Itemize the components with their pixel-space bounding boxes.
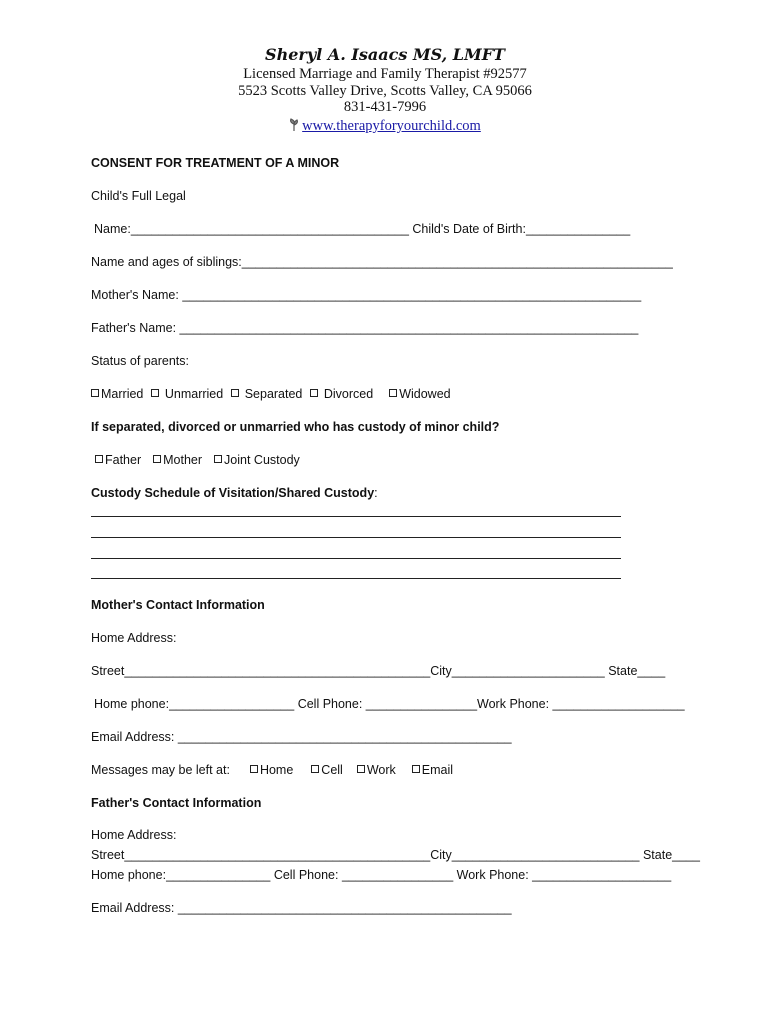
- father-state-field[interactable]: ____: [672, 848, 700, 862]
- siblings-label: Name and ages of siblings:: [91, 255, 242, 269]
- mother-city-field[interactable]: ______________________: [451, 664, 605, 678]
- child-legal-label: Child's Full Legal: [91, 189, 186, 203]
- custody-option-joint[interactable]: Joint Custody: [214, 453, 300, 467]
- city-label: City: [430, 848, 452, 862]
- cell-phone-label: Cell Phone:: [273, 868, 339, 882]
- mother-state-field[interactable]: ____: [637, 664, 666, 678]
- status-option-divorced[interactable]: Divorced: [310, 387, 373, 401]
- checkbox-icon[interactable]: [310, 389, 318, 397]
- child-name-row: [94, 222, 630, 236]
- father-city-field[interactable]: ___________________________: [451, 848, 640, 862]
- messages-row: [91, 763, 461, 777]
- status-label: Status of parents:: [91, 354, 189, 368]
- leaf-logo-icon: [289, 118, 299, 132]
- mother-contact-heading: Mother's Contact Information: [91, 598, 265, 612]
- father-street-row: [91, 848, 700, 862]
- mother-home-address-label: Home Address:: [91, 631, 177, 645]
- custody-option-father[interactable]: Father: [95, 453, 141, 467]
- website-link[interactable]: www.therapyforyourchild.com: [302, 118, 481, 134]
- checkbox-icon[interactable]: [151, 389, 159, 397]
- father-home-phone-field[interactable]: _______________: [166, 868, 271, 882]
- siblings-row: [91, 255, 673, 269]
- father-email-row: [91, 901, 512, 915]
- checkbox-icon[interactable]: [153, 455, 161, 463]
- schedule-line-1[interactable]: [91, 516, 621, 517]
- father-cell-phone-field[interactable]: ________________: [341, 868, 454, 882]
- siblings-field[interactable]: ______________________________________________________________: [241, 255, 673, 269]
- schedule-row: Custody Schedule of Visitation/Shared Custody:: [91, 486, 378, 500]
- status-option-married[interactable]: Married: [91, 387, 143, 401]
- work-phone-label: Work Phone:: [477, 697, 550, 711]
- checkbox-icon[interactable]: [91, 389, 99, 397]
- website-line: [0, 118, 770, 135]
- child-name-label: Name:: [94, 222, 131, 236]
- home-phone-label: Home phone:: [94, 697, 170, 711]
- email-label: Email Address:: [91, 901, 175, 915]
- father-work-phone-field[interactable]: ____________________: [532, 868, 672, 882]
- email-label: Email Address:: [91, 730, 175, 744]
- status-option-separated[interactable]: Separated: [231, 387, 302, 401]
- cell-phone-label: Cell Phone:: [297, 697, 363, 711]
- mother-street-row: [91, 664, 665, 678]
- checkbox-icon[interactable]: [231, 389, 239, 397]
- message-option-cell[interactable]: Cell: [311, 763, 343, 777]
- child-dob-field[interactable]: _______________: [525, 222, 631, 236]
- checkbox-icon[interactable]: [357, 765, 365, 773]
- message-option-work[interactable]: Work: [357, 763, 396, 777]
- street-label: Street: [91, 664, 125, 678]
- status-options: [91, 387, 459, 401]
- mother-email-field[interactable]: ________________________________________________: [177, 730, 512, 744]
- work-phone-label: Work Phone:: [456, 868, 529, 882]
- city-label: City: [430, 664, 452, 678]
- state-label: State: [608, 664, 638, 678]
- schedule-line-3[interactable]: [91, 558, 621, 559]
- message-option-home[interactable]: Home: [250, 763, 293, 777]
- mother-street-field[interactable]: ____________________________________________: [124, 664, 431, 678]
- checkbox-icon[interactable]: [412, 765, 420, 773]
- child-name-field[interactable]: ________________________________________: [130, 222, 409, 236]
- therapist-name: Sheryl A. Isaacs MS, LMFT: [265, 45, 505, 64]
- father-contact-heading: Father's Contact Information: [91, 796, 262, 810]
- father-street-field[interactable]: ____________________________________________: [124, 848, 431, 862]
- street-label: Street: [91, 848, 125, 862]
- father-phone-row: [91, 868, 671, 882]
- schedule-line-4[interactable]: [91, 578, 621, 579]
- mother-name-label: Mother's Name:: [91, 288, 179, 302]
- custody-question: If separated, divorced or unmarried who has custody of minor child?: [91, 420, 500, 434]
- mother-name-field[interactable]: __________________________________________________________________: [182, 288, 642, 302]
- father-name-label: Father's Name:: [91, 321, 177, 335]
- therapist-phone: 831-431-7996: [343, 99, 427, 115]
- message-option-email[interactable]: Email: [412, 763, 453, 777]
- checkbox-icon[interactable]: [250, 765, 258, 773]
- messages-label: Messages may be left at:: [91, 763, 230, 777]
- therapist-address: 5523 Scotts Valley Drive, Scotts Valley, CA 95066: [238, 83, 532, 99]
- mother-cell-phone-field[interactable]: ________________: [365, 697, 478, 711]
- status-option-unmarried[interactable]: Unmarried: [151, 387, 223, 401]
- child-dob-label: Child's Date of Birth:: [412, 222, 526, 236]
- father-name-row: [91, 321, 638, 335]
- checkbox-icon[interactable]: [389, 389, 397, 397]
- therapist-license: Licensed Marriage and Family Therapist #92577: [243, 66, 527, 82]
- mother-work-phone-field[interactable]: ___________________: [552, 697, 685, 711]
- mother-name-row: [91, 288, 641, 302]
- father-home-address-label: Home Address:: [91, 828, 177, 842]
- status-option-widowed[interactable]: Widowed: [389, 387, 450, 401]
- mother-email-row: [91, 730, 512, 744]
- schedule-line-2[interactable]: [91, 537, 621, 538]
- father-name-field[interactable]: __________________________________________________________________: [179, 321, 639, 335]
- form-title: CONSENT FOR TREATMENT OF A MINOR: [91, 156, 340, 170]
- schedule-label: Custody Schedule of Visitation/Shared Custody: [91, 486, 375, 500]
- mother-home-phone-field[interactable]: __________________: [169, 697, 295, 711]
- state-label: State: [642, 848, 673, 862]
- custody-options: [95, 453, 308, 467]
- checkbox-icon[interactable]: [311, 765, 319, 773]
- home-phone-label: Home phone:: [91, 868, 167, 882]
- custody-option-mother[interactable]: Mother: [153, 453, 202, 467]
- mother-phone-row: [94, 697, 685, 711]
- checkbox-icon[interactable]: [95, 455, 103, 463]
- father-email-field[interactable]: ________________________________________________: [177, 901, 512, 915]
- checkbox-icon[interactable]: [214, 455, 222, 463]
